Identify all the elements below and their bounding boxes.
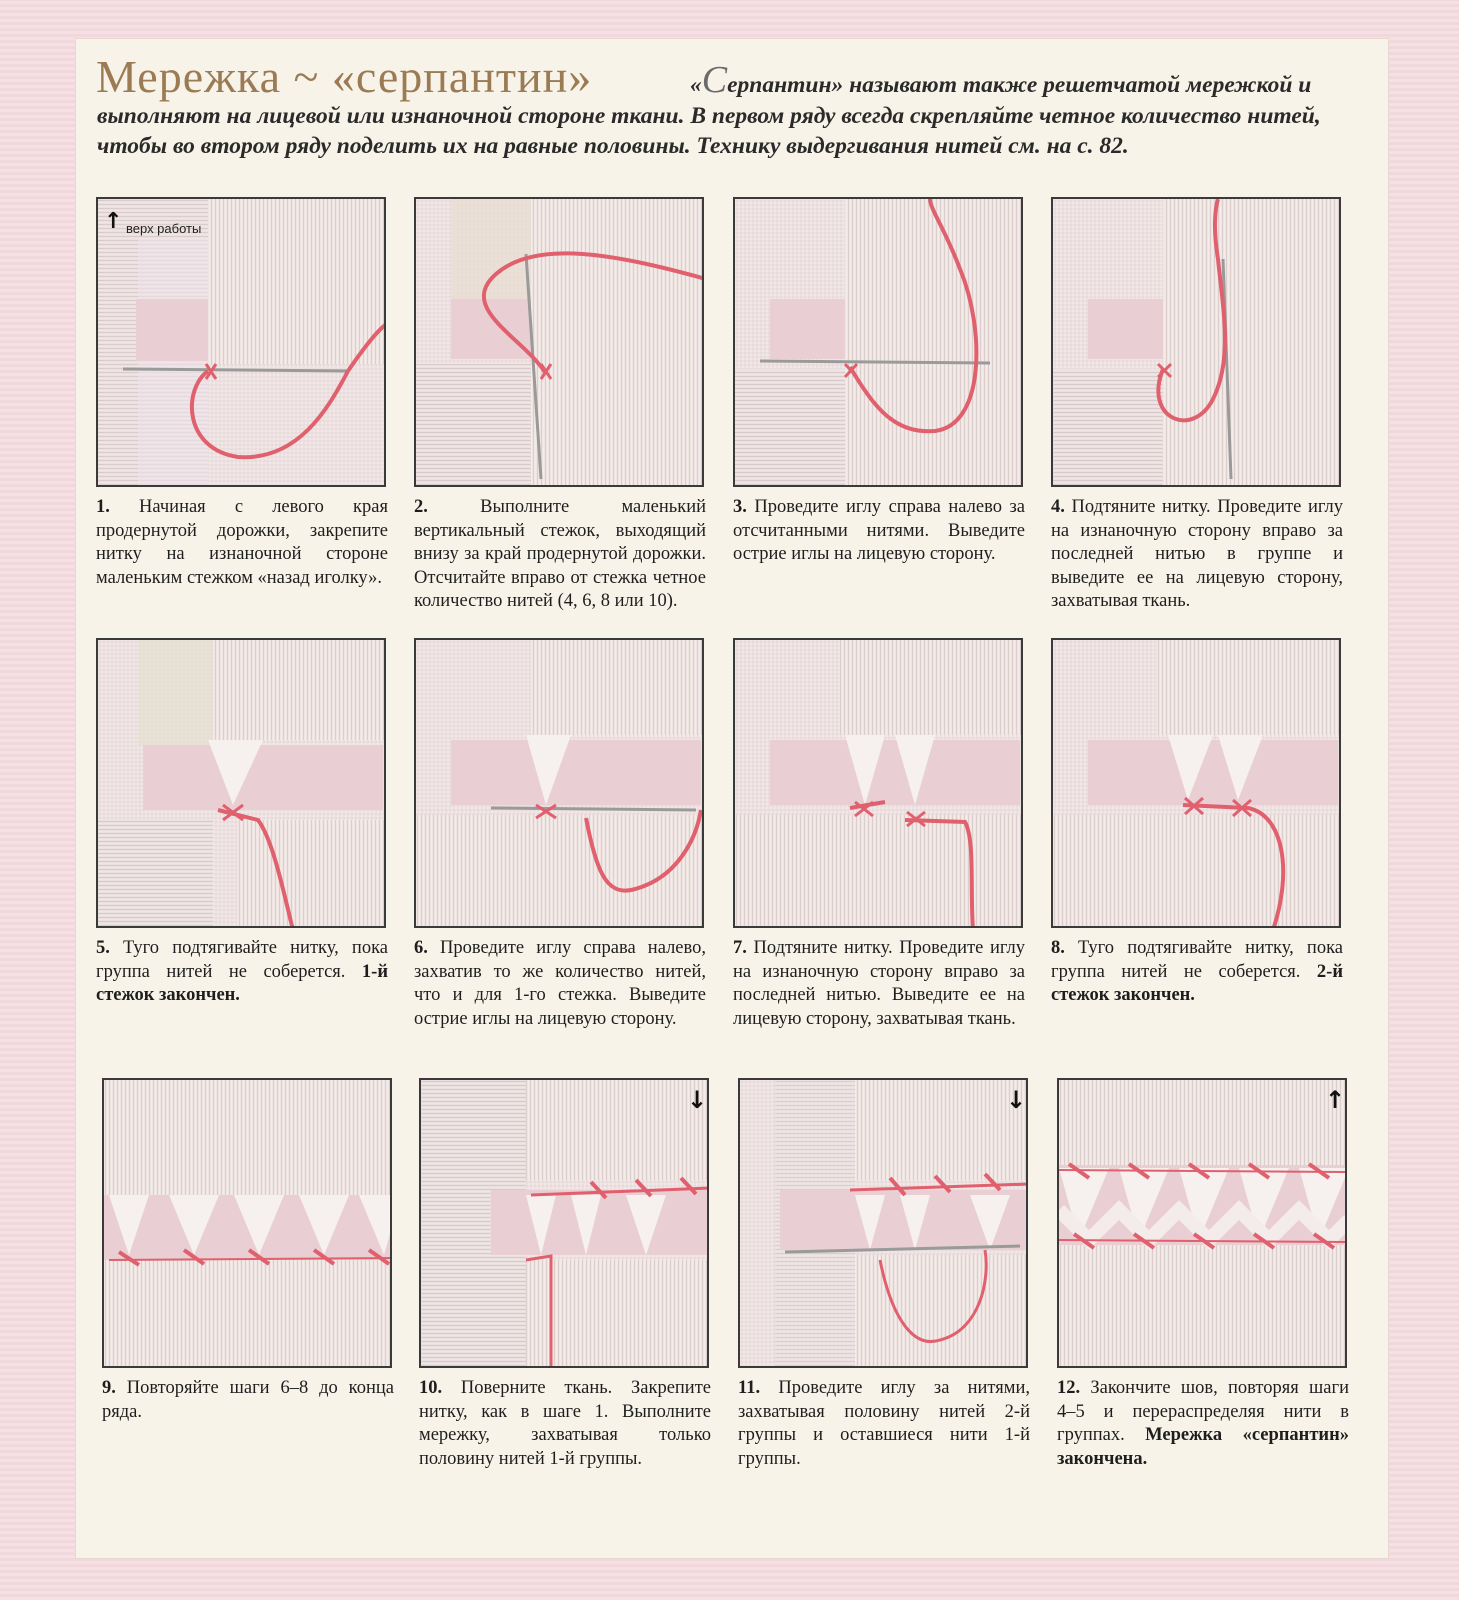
step-11-photo: [738, 1078, 1028, 1368]
step-3-photo: [733, 197, 1023, 487]
step-12-photo: [1057, 1078, 1347, 1368]
arrow-down-icon: ↓: [1006, 1086, 1027, 1114]
step-7-photo: [733, 638, 1023, 928]
step-12-caption: 12. Закончите шов, повторяя шаги 4–5 и перераспределяя нити в группах. Мережка «серпантин» закончена.: [1057, 1378, 1350, 1469]
step-1-photo: [96, 197, 386, 487]
step-8-photo: [1051, 638, 1341, 928]
step-10-photo: [419, 1078, 709, 1368]
arrow-down-icon: ↓: [687, 1086, 708, 1114]
step-7-caption: 7. Подтяните нитку. Проведите иглу на изнаночную сторону вправо за последней нитью. Выведите ее на лицевую сторону, захватывая ткань.: [733, 938, 1026, 1029]
intro-open-quote: «: [690, 72, 702, 98]
photo-1-label: ↑ верх работы: [104, 209, 202, 236]
step-6-photo: [414, 638, 704, 928]
step-5-photo: [96, 638, 386, 928]
intro-initial: С: [701, 59, 728, 101]
step-4-caption: 4. Подтяните нитку. Проведите иглу на изнаночную сторону вправо за последней нитью в группе и выведите ее на лицевую сторону, захватывая ткань.: [1051, 497, 1344, 611]
step-1-caption: 1. Начиная с левого края продернутой дорожки, закрепите нитку на изнаночной стороне маленьким стежком «назад иголку».: [96, 497, 388, 588]
intro-text: ерпантин» называют также решетчатой мережкой и выполняют на лицевой или изнаночной стороне ткани. В первом ряду всегда скрепляйте четное количество нитей, чтобы во втором ряду поделить их на равные половины. Технику выдергивания нитей см. на с. 82.: [97, 72, 1321, 159]
step-8-caption: 8. Туго подтягивайте нитку, пока группа нитей не соберется. 2-й стежок закончен.: [1051, 938, 1344, 1005]
page-title: Мережка ~ «серпантин»: [96, 51, 593, 102]
step-6-caption: 6. Проведите иглу справа налево, захватив то же количество нитей, что и для 1-го стежка. Выведите острие иглы на лицевую сторону.: [414, 938, 706, 1029]
step-3-caption: 3. Проведите иглу справа налево за отсчитанными нитями. Выведите острие иглы на лицевую сторону.: [733, 497, 1025, 564]
step-9-photo: [102, 1078, 392, 1368]
step-2-caption: 2. Выполните маленький вертикальный стежок, выходящий внизу за край продернутой дорожки. Отсчитайте вправо от стежка четное количество нитей (4, 6, 8 или 10).: [414, 497, 706, 611]
step-9-caption: 9. Повторяйте шаги 6–8 до конца ряда.: [102, 1378, 394, 1422]
step-5-caption: 5. Туго подтягивайте нитку, пока группа нитей не соберется. 1-й стежок закончен.: [96, 938, 389, 1005]
arrow-up-icon: ↑: [104, 209, 123, 234]
step-4-photo: [1051, 197, 1341, 487]
step-11-caption: 11. Проведите иглу за нитями, захватывая половину нитей 2-й группы и оставшиеся нити 1-й группы.: [738, 1378, 1031, 1469]
arrow-up-icon: ↑: [1325, 1086, 1346, 1114]
intro-paragraph: [97, 59, 1367, 162]
step-10-caption: 10. Поверните ткань. Закрепите нитку, как в шаге 1. Выполните мережку, захватывая только половину нитей 1-й группы.: [419, 1378, 711, 1469]
step-2-photo: [414, 197, 704, 487]
